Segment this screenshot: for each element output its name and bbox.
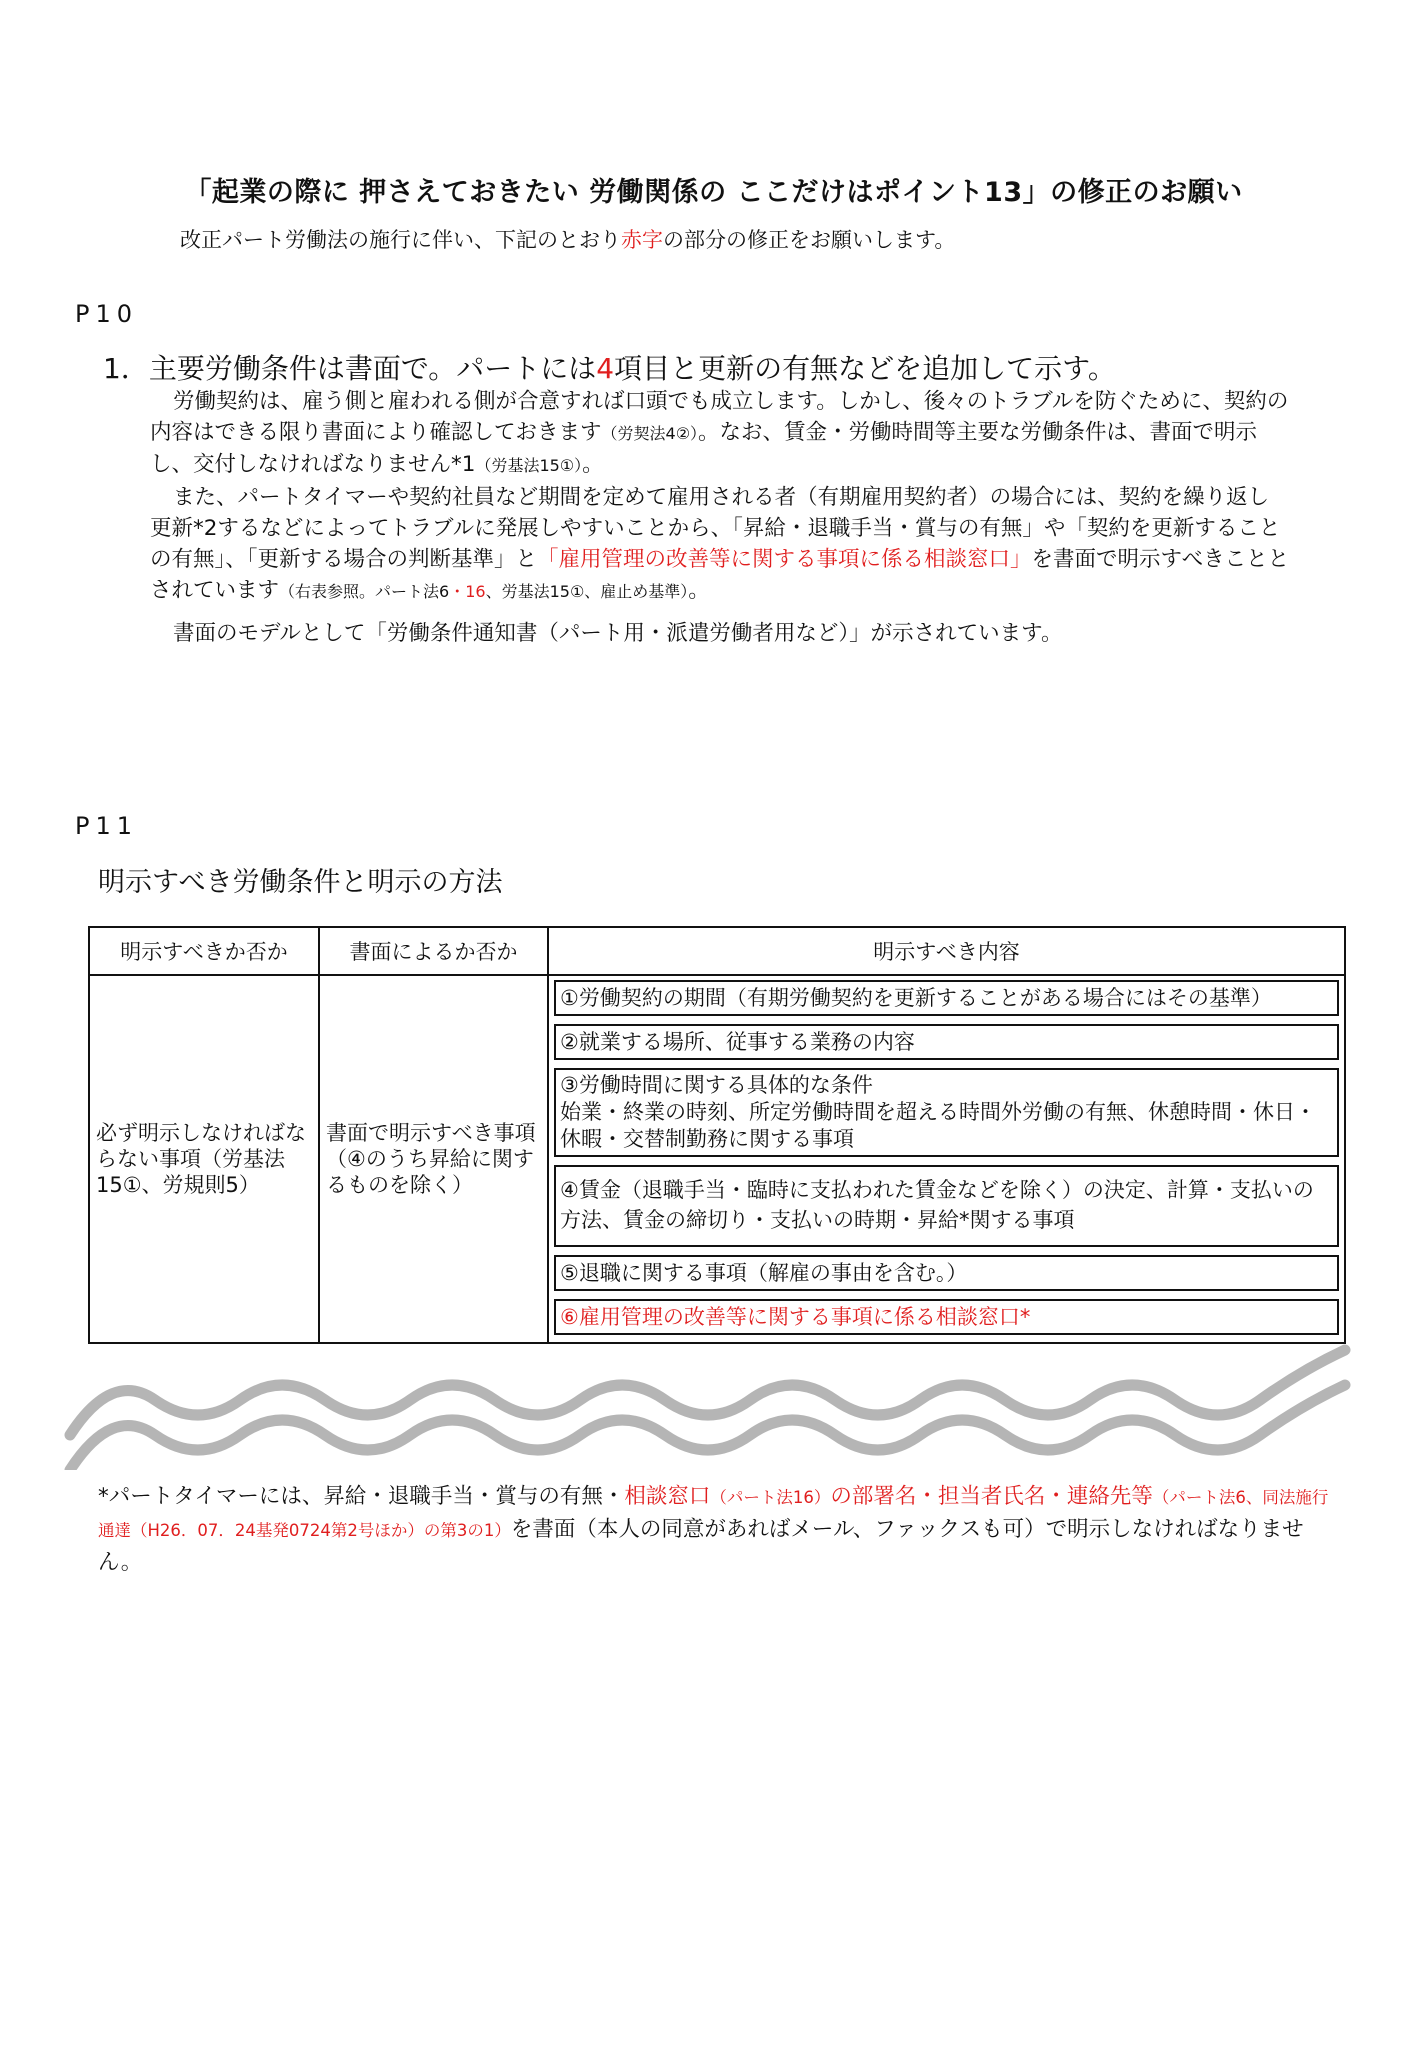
para2-text-2: を書面で明示すべきこととされています [150,547,1290,603]
content-item: ⑤退職に関する事項（解雇の事由を含む。） [554,1255,1339,1291]
footnote-red-citation-2: （パート法6、同法施行通達（H26．07．24基発0724第2号ほか）の第3の1） [98,1488,1329,1540]
content-item: ②就業する場所、従事する業務の内容 [554,1024,1339,1060]
table-header-cell: 明示すべき内容 [548,927,1345,975]
page-title: 「起業の際に 押さえておきたい 労働関係の ここだけはポイント13」の修正のお願い [184,177,1243,208]
section-heading-1 [103,347,1116,387]
footnote [98,1481,1338,1579]
para2-text-3: 。 [688,578,710,603]
page-label-p10: P10 [75,300,139,328]
para2-text-1: また、パートタイマーや契約社員など期間を定めて雇用される者（有期雇用契約者）の場合には、契約を繰り返し更新*2するなどによってトラブルに発展しやすいことから、「昇給・退職手当・賞与の有無」や「契約を更新することの有無」、「更新する場合の判断基準」と [150,485,1281,572]
intro-red-word: 赤字 [621,228,663,252]
table-header-cell: 書面によるか否か [319,927,548,975]
para1-citation-1: （労契法4②） [601,424,699,443]
table-title: 明示すべき労働条件と明示の方法 [98,867,503,898]
wave-line-lower [70,1385,1345,1470]
para2-red-text: 「雇用管理の改善等に関する事項に係る相談窓口」 [537,547,1032,572]
content-item: ①労働契約の期間（有期労働契約を更新することがある場合にはその基準） [554,980,1339,1016]
para1-text-2: 。なお、賃金・労働時間等主要な労働条件は、書面で明示し、交付しなければなりません*1 [150,420,1258,477]
table-cell-requirement: 必ず明示しなければならない事項（労基法15①、労規則5） [89,975,319,1343]
table-cell-method: 書面で明示すべき事項（④のうち昇給に関するものを除く） [319,975,548,1343]
intro-text-after: の部分の修正をお願いします。 [663,228,956,252]
content-item: ③労働時間に関する具体的な条件 始業・終業の時刻、所定労働時間を超える時間外労働の有無、休憩時間・休日・休暇・交替制勤務に関する事項 [554,1068,1339,1157]
footnote-text-2: を書面（本人の同意があればメール、ファックスも可）で明示しなければなりません。 [98,1517,1304,1575]
para1-text-3: 。 [582,452,604,477]
footnote-text-1: *パートタイマーには、昇給・退職手当・賞与の有無・ [98,1484,625,1509]
para2-citation-2: 、労基法15①、雇止め基準） [485,582,689,601]
wave-separator [60,1340,1360,1470]
intro-text-before: 改正パート労働法の施行に伴い、下記のとおり [180,228,621,252]
heading-prefix: 1．主要労働条件は書面で。パートには [103,352,597,385]
heading-suffix: 項目と更新の有無などを追加して示す。 [614,352,1116,385]
content-item: ④賃金（退職手当・臨時に支払われた賃金などを除く）の決定、計算・支払いの方法、賃金の締切り・支払いの時期・昇給*関する事項 [554,1165,1339,1247]
content-item-red: ⑥雇用管理の改善等に関する事項に係る相談窓口* [554,1299,1339,1335]
footnote-red-1: 相談窓口 [624,1484,711,1509]
intro-text [180,224,955,254]
para1-text-1: 労働契約は、雇う側と雇われる側が合意すれば口頭でも成立します。しかし、後々のトラブルを防ぐために、契約の内容はできる限り書面により確認しておきます [150,389,1289,445]
footnote-red-2: の部署名・担当者氏名・連絡先等 [830,1484,1153,1509]
footnote-red-citation-1: （パート法16） [710,1488,831,1507]
page-label-p11: P11 [75,812,139,840]
heading-red-number: 4 [596,352,615,385]
paragraph-2 [150,482,1290,607]
table-header-row [89,927,1345,975]
working-conditions-table [88,926,1346,1344]
paragraph-3: 書面のモデルとして「労働条件通知書（パート用・派遣労働者用など）」が示されています。 [173,621,1063,646]
table-row [89,975,1345,1343]
para1-citation-2: （労基法15①） [475,456,583,475]
table-cell-contents [548,975,1345,1343]
para2-citation-red: ・16 [449,582,486,601]
paragraph-1 [150,386,1290,481]
table-header-cell: 明示すべきか否か [89,927,319,975]
para2-citation-1: （右表参照。パート法6 [279,582,450,601]
